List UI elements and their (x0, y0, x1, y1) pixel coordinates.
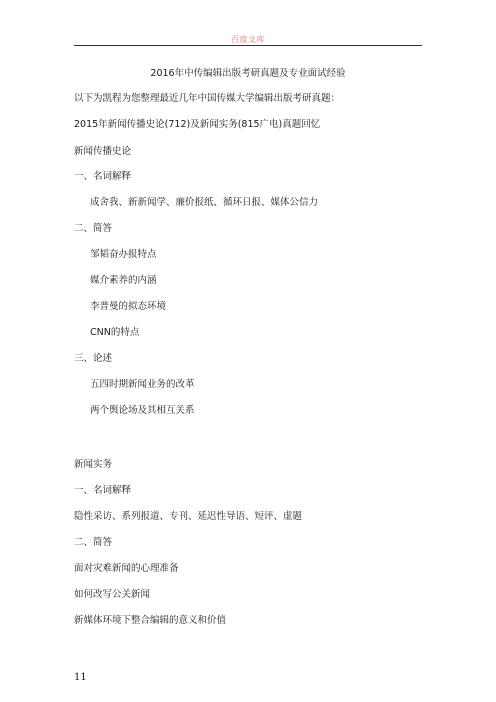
watermark-header: 百度文库 (231, 35, 265, 44)
document-title: 2016年中传编辑出版考研真题及专业面试经验 (150, 68, 346, 79)
list-item: 李普曼的拟态环境 (90, 301, 167, 312)
part-heading-terms: 一、名词解释 (74, 171, 132, 182)
intro-text: 以下为凯程为您整理最近几年中国传媒大学编辑出版考研真题： (74, 93, 341, 104)
exam-line: 2015年新闻传播史论(712)及新闻实务(815广电)真题回忆 (74, 119, 321, 130)
header-rule (74, 45, 422, 46)
list-item: 两个舆论场及其相互关系 (90, 405, 195, 416)
section-heading-practice: 新闻实务 (74, 459, 113, 470)
list-item: 媒介素养的内涵 (90, 275, 157, 286)
part-heading-short-answer: 二、简答 (74, 223, 113, 234)
part-heading-essay: 三、论述 (74, 353, 113, 364)
list-item: 邹韬奋办报特点 (90, 249, 157, 260)
list-item: 新媒体环境下整合编辑的意义和价值 (74, 615, 227, 626)
section-heading-history: 新闻传播史论 (74, 146, 132, 157)
page-number: 11 (74, 672, 87, 683)
part-heading-short-answer: 二、简答 (74, 537, 113, 548)
list-item: 如何改写公关新闻 (74, 589, 151, 600)
part-heading-terms: 一、名词解释 (74, 485, 132, 496)
list-item: CNN的特点 (90, 327, 140, 338)
list-item: 五四时期新闻业务的改革 (90, 379, 195, 390)
list-item: 面对灾难新闻的心理准备 (74, 563, 179, 574)
terms-list: 成舍我、新新闻学、廉价报纸、循环日报、媒体公信力 (90, 197, 319, 208)
terms-list: 隐性采访、系列报道、专刊、延迟性导语、短评、虚题 (74, 511, 303, 522)
